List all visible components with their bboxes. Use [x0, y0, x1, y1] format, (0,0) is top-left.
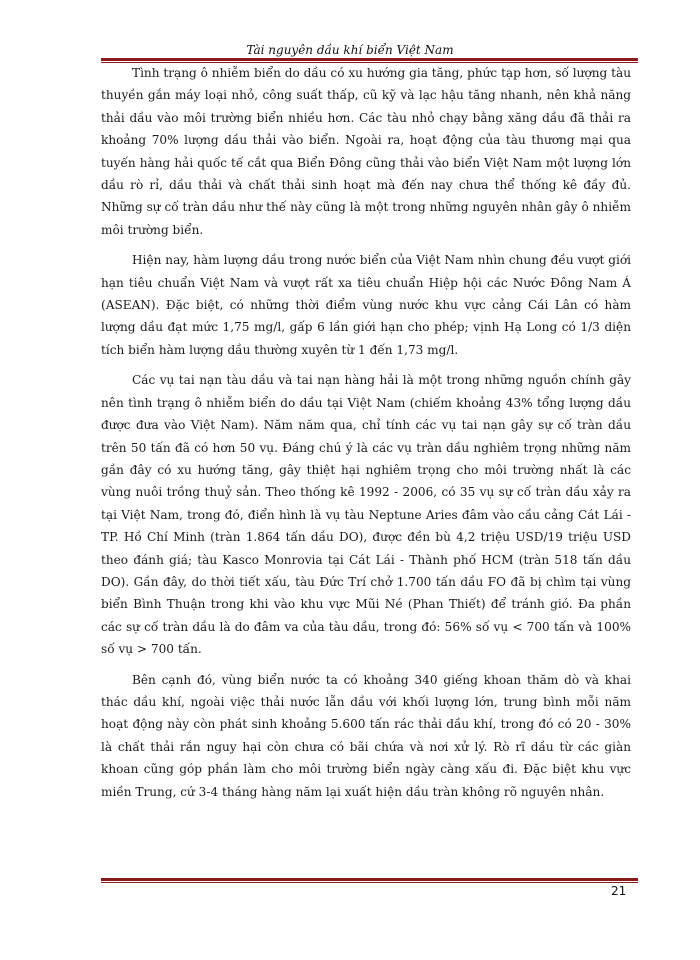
page-number: 21 [611, 884, 627, 898]
paragraph-3: Các vụ tai nạn tàu dầu và tai nạn hàng hải là một trong những nguồn chính gây nên tình trạng ô nhiễm biển do dầu tại Việt Nam (chiếm khoảng 43% tổng lượng dầu được đưa vào Việt Nam). Năm năm qua, chỉ tính các vụ tai nạn gây sự cố tràn dầu trên 50 tấn đã có hơn 50 vụ. Đáng chú ý là các vụ tràn dầu nghiêm trọng những năm gần đây có xu hướng tăng, gây thiệt hại nghiêm trọng cho môi trường nhất là các vùng nuôi trồng thuỷ sản. Theo thống kê 1992 - 2006, có 35 vụ sự cố tràn dầu xảy ra tại Việt Nam, trong đó, điển hình là vụ tàu Neptune Aries đâm vào cầu cảng Cát Lái - TP. Hồ Chí Minh (tràn 1.864 tấn dầu DO), được đền bù 4,2 triệu USD/19 triệu USD theo đánh giá; tàu Kasco Monrovia tại Cát Lái - Thành phố HCM (tràn 518 tấn dầu DO). Gần đây, do thời tiết xấu, tàu Đức Trí chở 1.700 tấn dầu FO đã bị chìm tại vùng biển Bình Thuận trong khi vào khu vực Mũi Né (Phan Thiết) để tránh gió. Đa phần các sự cố tràn dầu là do đâm va của tàu dầu, trong đó: 56% số vụ < 700 tấn và 100% số vụ > 700 tấn. [101, 373, 631, 657]
paragraph-1: Tình trạng ô nhiễm biển do dầu có xu hướng gia tăng, phức tạp hơn, số lượng tàu thuyền gắn máy loại nhỏ, công suất thấp, cũ kỹ và lạc hậu tăng nhanh, nên khả năng thải dầu vào môi trường biển nhiều hơn. Các tàu nhỏ chạy bằng xăng dầu đã thải ra khoảng 70% lượng dầu thải vào biển. Ngoài ra, hoạt động của tàu thương mại qua tuyến hàng hải quốc tế cắt qua Biển Đông cũng thải vào biển Việt Nam một lượng lớn dầu rò rỉ, dầu thải và chất thải sinh hoạt mà đến nay chưa thể thống kê đầy đủ. Những sự cố tràn dầu như thế này cũng là một trong những nguyên nhân gây ô nhiễm môi trường biển. [101, 66, 631, 237]
paragraph-2: Hiện nay, hàm lượng dầu trong nước biển của Việt Nam nhìn chung đều vượt giới hạn tiêu chuẩn Việt Nam và vượt rất xa tiêu chuẩn Hiệp hội các Nước Đông Nam Á (ASEAN). Đặc biệt, có những thời điểm vùng nước khu vực cảng Cái Lân có hàm lượng dầu đạt mức 1,75 mg/l, gấp 6 lần giới hạn cho phép; vịnh Hạ Long có 1/3 diện tích biển hàm lượng dầu thường xuyên từ 1 đến 1,73 mg/l. [101, 253, 631, 357]
footer-rule [101, 878, 638, 883]
paragraph-4: Bên cạnh đó, vùng biển nước ta có khoảng 340 giếng khoan thăm dò và khai thác dầu khí, ngoài việc thải nước lẫn dầu với khối lượng lớn, trung bình mỗi năm hoạt động này còn phát sinh khoảng 5.600 tấn rác thải dầu khí, trong đó có 20 - 30% là chất thải rắn nguy hại còn chưa có bãi chứa và nơi xử lý. Rò rĩ dầu từ các giàn khoan cũng góp phần làm cho môi trường biển ngày càng xấu đi. Đặc biệt khu vực miền Trung, cứ 3-4 tháng hàng năm lại xuất hiện dầu tràn không rõ nguyên nhân. [101, 672, 631, 799]
body-text [101, 62, 631, 811]
running-header-title: Tài nguyên dầu khí biển Việt Nam [246, 43, 454, 57]
